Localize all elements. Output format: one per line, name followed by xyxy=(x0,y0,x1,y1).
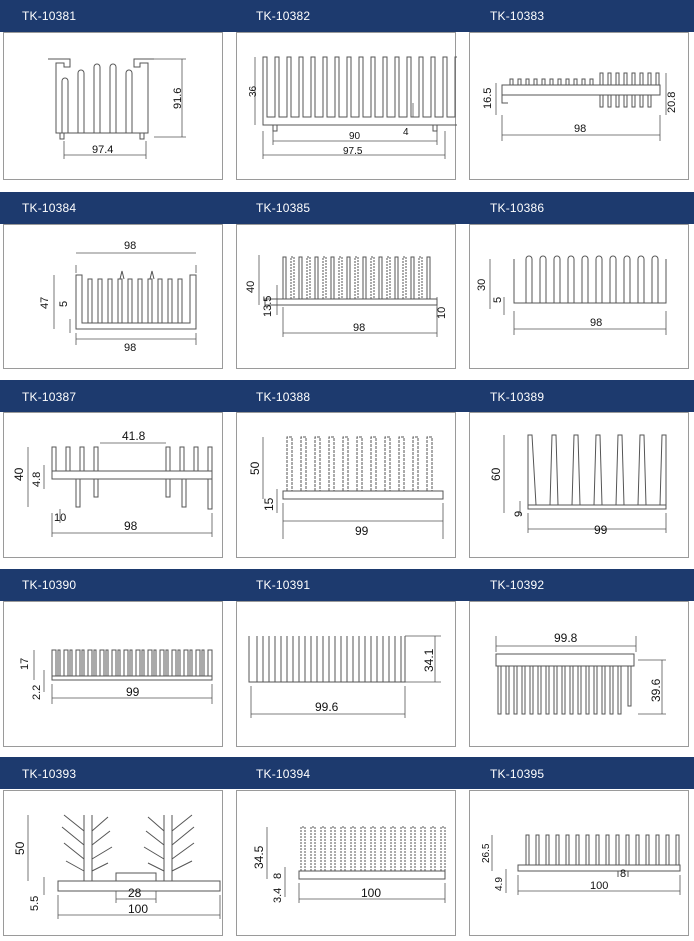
product-code: TK-10388 xyxy=(256,390,311,404)
product-card-tk-10389 xyxy=(469,412,689,558)
product-code: TK-10395 xyxy=(490,767,545,781)
product-card-tk-10395 xyxy=(469,790,689,936)
product-code: TK-10385 xyxy=(256,201,311,215)
product-card-tk-10387 xyxy=(3,412,223,558)
product-card-tk-10393 xyxy=(3,790,223,936)
product-card-tk-10391 xyxy=(236,601,456,747)
dim-base: 4.9 xyxy=(494,877,505,891)
heatsink-profile-drawing xyxy=(470,225,690,370)
dim-base-height: 13.5 xyxy=(262,295,274,317)
product-code: TK-10391 xyxy=(256,578,311,592)
row-4-header xyxy=(0,569,694,601)
heatsink-profile-drawing xyxy=(237,225,457,370)
dim-center-gap: 28 xyxy=(128,886,142,900)
dim-base: 2.2 xyxy=(31,684,43,700)
dim-gap: 8 xyxy=(620,868,627,880)
product-code: TK-10387 xyxy=(22,390,77,404)
dim-height: 39.6 xyxy=(649,678,663,702)
dim-height: 40 xyxy=(245,280,257,293)
dim-width: 99 xyxy=(355,524,369,538)
dim-width: 98 xyxy=(124,519,138,533)
dim-center-gap: 41.8 xyxy=(122,429,146,443)
product-card-tk-10386 xyxy=(469,224,689,369)
dim-base: 5 xyxy=(492,296,504,303)
product-code: TK-10383 xyxy=(490,9,545,23)
heatsink-profile-drawing xyxy=(237,33,457,181)
dim-width: 99 xyxy=(594,523,608,537)
dim-width: 98 xyxy=(574,123,587,135)
row-5-header xyxy=(0,757,694,789)
product-card-tk-10385 xyxy=(236,224,456,369)
dim-height: 50 xyxy=(13,841,27,855)
heatsink-profile-drawing xyxy=(4,33,224,181)
heatsink-profile-drawing xyxy=(4,602,224,748)
product-card-tk-10390 xyxy=(3,601,223,747)
heatsink-profile-drawing xyxy=(470,413,690,559)
dim-width: 98 xyxy=(353,322,366,334)
heatsink-profile-drawing xyxy=(4,791,224,937)
product-code: TK-10384 xyxy=(22,201,77,215)
dim-height: 91.6 xyxy=(172,87,184,109)
product-code: TK-10394 xyxy=(256,767,311,781)
dim-height: 60 xyxy=(489,467,503,481)
heatsink-profile-drawing xyxy=(4,225,224,370)
dim-height: 30 xyxy=(476,278,488,291)
dim-width: 99.6 xyxy=(315,700,339,714)
dim-height: 26.5 xyxy=(481,843,492,863)
product-card-tk-10382 xyxy=(236,32,456,180)
dim-base-b: 3.4 xyxy=(272,887,284,903)
dim-base: 4 xyxy=(403,127,409,138)
product-card-tk-10381 xyxy=(3,32,223,180)
product-card-tk-10388 xyxy=(236,412,456,558)
dim-fin-height: 36 xyxy=(248,85,259,97)
dim-base: 5 xyxy=(58,300,70,307)
dim-height: 17 xyxy=(19,657,31,670)
product-card-tk-10383 xyxy=(469,32,689,180)
product-code: TK-10392 xyxy=(490,578,545,592)
dim-height: 50 xyxy=(248,461,262,475)
dim-width: 100 xyxy=(361,886,382,900)
heatsink-profile-drawing xyxy=(237,791,457,937)
row-3-header xyxy=(0,380,694,412)
heatsink-profile-drawing xyxy=(470,33,690,181)
product-card-tk-10384 xyxy=(3,224,223,369)
dim-width: 97.5 xyxy=(343,146,363,157)
dim-inner-width: 90 xyxy=(349,131,361,142)
product-card-tk-10392 xyxy=(469,601,689,747)
product-code: TK-10386 xyxy=(490,201,545,215)
heatsink-profile-drawing xyxy=(237,413,457,559)
dim-height: 47 xyxy=(39,296,51,309)
dim-width: 97.4 xyxy=(92,144,114,156)
dim-width: 100 xyxy=(590,880,609,892)
heatsink-profile-drawing xyxy=(470,602,690,748)
dim-base: 5.5 xyxy=(29,895,41,911)
dim-base: 9 xyxy=(513,510,525,517)
product-code: TK-10381 xyxy=(22,9,77,23)
dim-width: 99.8 xyxy=(554,631,578,645)
dim-right-height: 20.8 xyxy=(666,91,678,113)
row-2-header xyxy=(0,192,694,224)
dim-height: 34.5 xyxy=(252,845,266,869)
product-code: TK-10389 xyxy=(490,390,545,404)
dim-left-height: 16.5 xyxy=(482,87,494,109)
dim-width: 98 xyxy=(590,317,603,329)
dim-width: 100 xyxy=(128,902,149,916)
dim-foot: 10 xyxy=(54,512,67,524)
dim-height: 40 xyxy=(12,467,26,481)
heatsink-profile-drawing xyxy=(470,791,690,937)
heatsink-profile-drawing xyxy=(237,602,457,748)
dim-base: 15 xyxy=(262,497,276,511)
dim-base: 4.8 xyxy=(31,471,43,487)
dim-right-height: 10 xyxy=(436,306,448,319)
dim-base-a: 8 xyxy=(272,872,284,879)
row-1-header xyxy=(0,0,694,32)
product-code: TK-10382 xyxy=(256,9,311,23)
product-card-tk-10394 xyxy=(236,790,456,936)
dim-width: 99 xyxy=(126,685,140,699)
heatsink-profile-drawing xyxy=(4,413,224,559)
product-code: TK-10390 xyxy=(22,578,77,592)
dim-bottom-width: 98 xyxy=(124,342,137,354)
dim-height: 34.1 xyxy=(422,648,436,672)
dim-top-width: 98 xyxy=(124,240,137,252)
product-code: TK-10393 xyxy=(22,767,77,781)
